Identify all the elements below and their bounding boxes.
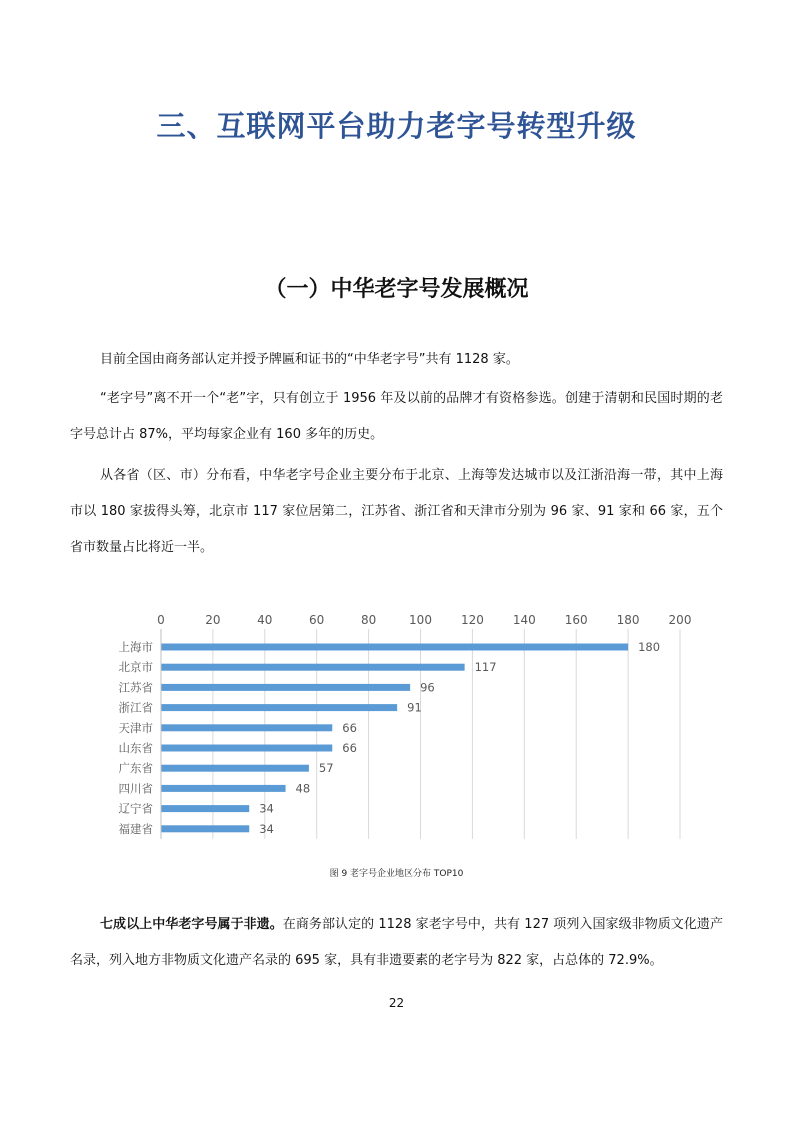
category-label: 广东省 <box>118 761 153 776</box>
category-label: 四川省 <box>118 781 153 796</box>
paragraph-heritage-lead: 七成以上中华老字号属于非遗。 <box>100 917 283 932</box>
x-tick-label: 160 <box>564 613 588 627</box>
category-label: 北京市 <box>118 660 153 675</box>
bar <box>161 825 249 832</box>
bar <box>161 724 332 731</box>
bar <box>161 684 410 691</box>
category-label: 江苏省 <box>118 680 153 695</box>
x-tick-label: 60 <box>309 613 325 627</box>
paragraph-heritage-body: 在商务部认定的 1128 家老字号中，共有 127 项列入国家级非物质文化遗产名录，列入地方非物质文化遗产名录的 695 家，具有非遗要素的老字号为 822 家，占总体的 72.9%。 <box>70 917 723 968</box>
x-tick-label: 0 <box>157 613 165 627</box>
figure-caption: 图 9 老字号企业地区分布 TOP10 <box>329 869 464 879</box>
section-title: 三、互联网平台助力老字号转型升级 <box>156 109 637 143</box>
category-label: 福建省 <box>118 821 153 836</box>
bar <box>161 765 309 772</box>
paragraph-heritage <box>70 907 723 979</box>
value-label: 34 <box>259 801 274 816</box>
category-label: 上海市 <box>118 640 153 654</box>
value-label: 66 <box>342 741 357 755</box>
value-label: 96 <box>420 680 435 695</box>
category-label: 辽宁省 <box>118 801 153 816</box>
page-number: 22 <box>388 996 405 1010</box>
category-label: 山东省 <box>118 741 153 755</box>
x-tick-label: 140 <box>512 613 536 627</box>
category-label: 浙江省 <box>118 700 153 715</box>
x-tick-label: 20 <box>205 613 221 627</box>
paragraph-intro: 目前全国由商务部认定并授予牌匾和证书的“中华老字号”共有 1128 家。 <box>100 352 519 367</box>
x-tick-label: 200 <box>668 613 692 627</box>
value-label: 117 <box>474 660 497 675</box>
region-bar-chart <box>100 605 700 845</box>
bar <box>161 785 286 792</box>
bar <box>161 644 628 651</box>
value-label: 180 <box>638 640 661 654</box>
bar <box>161 805 249 812</box>
paragraph-history: “老字号”离不开一个“老”字，只有创立于 1956 年及以前的品牌才有资格参选。创建于清朝和民国时期的老字号总计占 87%，平均每家企业有 160 多年的历史。 <box>70 391 723 442</box>
bar <box>161 745 332 752</box>
x-tick-label: 40 <box>257 613 273 627</box>
x-tick-label: 80 <box>360 613 377 627</box>
value-label: 34 <box>259 821 274 836</box>
bar <box>161 704 397 711</box>
paragraph-distribution: 从各省（区、市）分布看，中华老字号企业主要分布于北京、上海等发达城市以及江浙沿海一带，其中上海市以 180 家拔得头筹，北京市 117 家位居第二，江苏省、浙江省和天津市分别为 96 家、91 家和 66 家，五个省市数量占比将近一半。 <box>70 468 723 555</box>
bar <box>161 664 465 671</box>
value-label: 91 <box>407 700 422 715</box>
x-tick-label: 180 <box>616 613 640 627</box>
value-label: 66 <box>342 720 357 735</box>
value-label: 57 <box>318 761 334 776</box>
x-tick-label: 120 <box>460 613 484 627</box>
value-label: 48 <box>295 781 311 796</box>
x-tick-label: 100 <box>409 613 432 627</box>
category-label: 天津市 <box>118 720 153 735</box>
subsection-title: （一）中华老字号发展概况 <box>264 277 529 302</box>
